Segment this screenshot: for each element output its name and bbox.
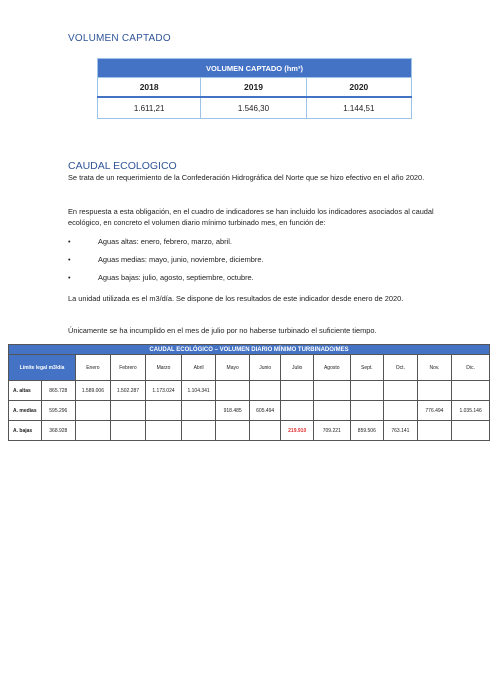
volumen-value: 1.611,21	[98, 97, 201, 119]
value-cell: 918.485	[216, 401, 250, 421]
value-cell: 776.494	[417, 401, 452, 421]
bullet-list	[68, 237, 443, 291]
value-cell	[384, 381, 418, 401]
value-cell	[313, 381, 350, 401]
month-header: Junio	[249, 355, 281, 381]
value-cell: 763.141	[384, 421, 418, 441]
value-cell: 1.035.146	[452, 401, 490, 421]
volumen-table	[97, 58, 412, 119]
month-header: Oct.	[384, 355, 418, 381]
month-header: Mayo	[216, 355, 250, 381]
value-cell: 1.173.024	[146, 381, 182, 401]
table-row	[9, 381, 490, 401]
table-row	[9, 401, 490, 421]
value-cell: 859.506	[350, 421, 384, 441]
limit-cell: 595.296	[41, 401, 76, 421]
value-cell	[181, 401, 216, 421]
bullet-text: Aguas bajas: julio, agosto, septiembre, octubre.	[98, 273, 254, 282]
caudal-table-title: CAUDAL ECOLÓGICO – VOLUMEN DIARIO MÍNIMO TURBINADO/MES	[9, 345, 490, 355]
value-cell	[146, 401, 182, 421]
row-label: A. bajas	[9, 421, 42, 441]
row-label: A. altas	[9, 381, 42, 401]
limit-cell: 368.928	[41, 421, 76, 441]
paragraph-3: La unidad utilizada es el m3/día. Se dispone de los resultados de este indicador desde enero de 2020.	[68, 294, 404, 303]
volumen-value: 1.144,51	[306, 97, 411, 119]
value-cell	[110, 401, 146, 421]
paragraph-4: Únicamente se ha incumplido en el mes de julio por no haberse turbinado el suficiente tiempo.	[68, 326, 377, 335]
volumen-heading: VOLUMEN CAPTADO	[68, 33, 171, 44]
bullet-text: Aguas altas: enero, febrero, marzo, abril.	[98, 237, 232, 246]
limit-cell: 865.728	[41, 381, 76, 401]
month-header: Enero	[76, 355, 111, 381]
volumen-table-title: VOLUMEN CAPTADO (hm³)	[98, 59, 412, 78]
value-cell	[146, 421, 182, 441]
month-header: Julio	[281, 355, 314, 381]
value-cell	[384, 401, 418, 421]
value-cell	[417, 381, 452, 401]
caudal-table	[8, 344, 490, 441]
year-header: 2019	[201, 78, 306, 98]
value-cell	[76, 421, 111, 441]
value-cell: 1.502.287	[110, 381, 146, 401]
value-cell	[110, 421, 146, 441]
row-label: A. medias	[9, 401, 42, 421]
value-cell	[216, 381, 250, 401]
list-item	[68, 255, 443, 265]
month-header: Sept.	[350, 355, 384, 381]
value-cell	[249, 381, 281, 401]
month-header: Agosto	[313, 355, 350, 381]
value-cell	[76, 401, 111, 421]
value-cell	[417, 421, 452, 441]
value-cell: 1.104.341	[181, 381, 216, 401]
year-header: 2020	[306, 78, 411, 98]
caudal-heading: CAUDAL ECOLOGICO	[68, 160, 177, 172]
volumen-value: 1.546,30	[201, 97, 306, 119]
month-header: Abril	[181, 355, 216, 381]
month-header: Marzo	[146, 355, 182, 381]
month-header: Febrero	[110, 355, 146, 381]
value-cell	[216, 421, 250, 441]
limit-header: Límite legal m3/día	[9, 355, 76, 381]
paragraph-1: Se trata de un requerimiento de la Confederación Hidrográfica del Norte que se hizo efectivo en el año 2020.	[68, 173, 425, 182]
value-cell	[350, 381, 384, 401]
value-cell	[452, 381, 490, 401]
year-header: 2018	[98, 78, 201, 98]
value-cell: 605.494	[249, 401, 281, 421]
value-cell	[281, 401, 314, 421]
value-cell	[313, 401, 350, 421]
value-cell: 1.589.006	[76, 381, 111, 401]
paragraph-2: En respuesta a esta obligación, en el cuadro de indicadores se han incluido los indicadores asociados al caudal ecológico, en concreto el volumen diario mínimo turbinado mes, en función de:	[68, 207, 434, 227]
month-header: Nov.	[417, 355, 452, 381]
list-item	[68, 237, 443, 247]
table-row	[9, 421, 490, 441]
value-cell	[249, 421, 281, 441]
value-cell	[281, 381, 314, 401]
value-cell: 709.221	[313, 421, 350, 441]
value-cell-noncompliant: 219.910	[281, 421, 314, 441]
list-item	[68, 273, 443, 283]
month-header: Dic.	[452, 355, 490, 381]
value-cell	[350, 401, 384, 421]
value-cell	[452, 421, 490, 441]
bullet-text: Aguas medias: mayo, junio, noviembre, diciembre.	[98, 255, 264, 264]
bullet-dot: •	[68, 273, 71, 282]
bullet-dot: •	[68, 255, 71, 264]
value-cell	[181, 421, 216, 441]
bullet-dot: •	[68, 237, 71, 246]
